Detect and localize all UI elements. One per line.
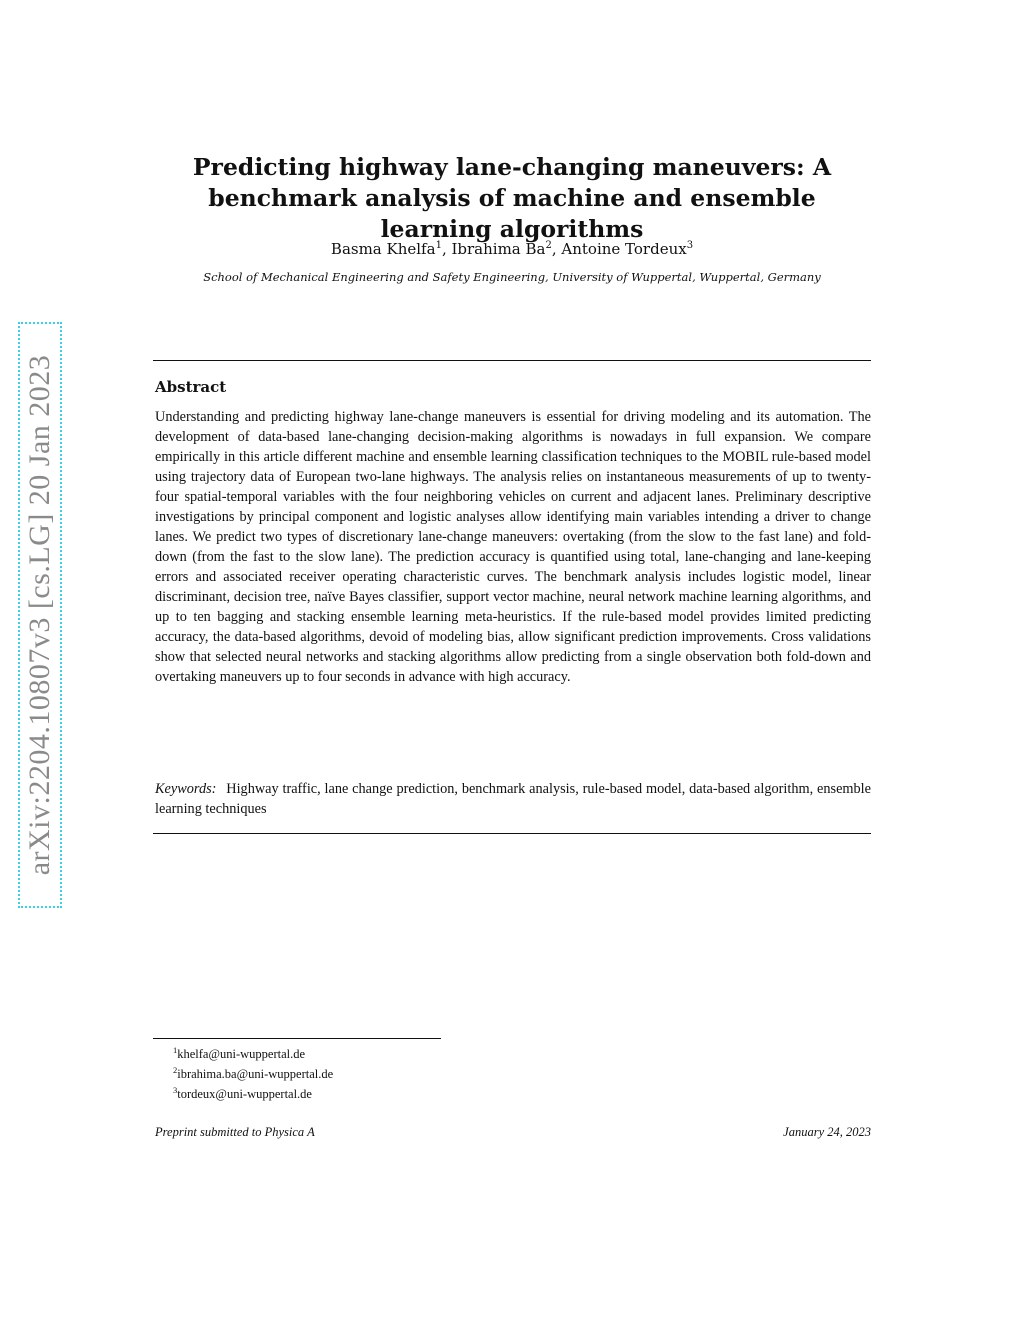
abstract-top-rule bbox=[153, 360, 871, 361]
arxiv-stamp-text: arXiv:2204.10807v3 [cs.LG] 20 Jan 2023 bbox=[23, 354, 56, 876]
keywords bbox=[155, 779, 871, 819]
abstract-heading: Abstract bbox=[155, 378, 227, 396]
author-name: Antoine Tordeux bbox=[561, 240, 687, 258]
arxiv-stamp bbox=[18, 322, 62, 908]
author-list: Basma Khelfa$^1$, Ibrahima Ba$^2$, Antoine Tordeux$^3$ bbox=[330, 240, 694, 258]
footnote-email: tordeux@uni-wuppertal.de bbox=[177, 1087, 312, 1102]
footnote bbox=[173, 1082, 333, 1102]
author-name: Basma Khelfa bbox=[330, 240, 436, 258]
footnote-email: khelfa@uni-wuppertal.de bbox=[177, 1047, 306, 1062]
keywords-text: Highway traffic, lane change prediction, benchmark analysis, rule-based model, data-based algorithm, ensemble learning techniques bbox=[155, 781, 871, 817]
abstract-bottom-rule bbox=[153, 833, 871, 834]
abstract-text: Understanding and predicting highway lane-change maneuvers is essential for driving modeling and its automation. The development of data-based lane-changing decision-making algorithms is nowadays in full expansion. We compare empirically in this article different machine and ensemble learning classification techniques to the MOBIL rule-based model using trajectory data of European two-lane highways. The analysis relies on instantaneous measurements of up to twenty-four spatial-temporal variables with the four neighboring vehicles on current and adjacent lanes. Preliminary descriptive investigations by principal component and logistic analyses allow identifying main variables intending a driver to change lanes. We predict two types of discretionary lane-change maneuvers: overtaking (from the slow to the fast lane) and fold-down (from the fast to the slow lane). The prediction accuracy is quantified using total, lane-changing and lane-keeping errors and associated receiver operating characteristic curves. The benchmark analysis includes logistic model, linear discriminant, decision tree, naïve Bayes classifier, support vector machine, neural network machine learning algorithms, and up to ten bagging and stacking ensemble learning meta-heuristics. If the rule-based model provides limited predicting accuracy, the data-based algorithms, devoid of modeling bias, allow significant prediction improvements. Cross validations show that selected neural networks and stacking algorithms allow predicting from a single observation both fold-down and overtaking maneuvers up to four seconds in advance with high accuracy. bbox=[155, 409, 871, 685]
footnote-mark: 3 bbox=[173, 1085, 178, 1096]
author-mark: 1 bbox=[435, 240, 442, 251]
footnote bbox=[173, 1042, 333, 1062]
footnote-rule bbox=[153, 1038, 441, 1039]
footer-date: January 24, 2023 bbox=[783, 1125, 871, 1139]
footnote-mark: 1 bbox=[173, 1045, 178, 1055]
affiliation: School of Mechanical Engineering and Safety Engineering, University of Wuppertal, Wuppertal, Germany bbox=[203, 270, 821, 284]
footnotes bbox=[173, 1042, 333, 1102]
paper-title: Predicting highway lane-changing maneuvers: A benchmark analysis of machine and ensemble learning algorithms bbox=[192, 153, 832, 243]
author-mark: 3 bbox=[686, 240, 694, 251]
author-name: Ibrahima Ba bbox=[451, 240, 546, 258]
footnote-mark: 2 bbox=[173, 1065, 178, 1076]
keywords-label: Keywords: bbox=[155, 781, 217, 797]
footnote bbox=[173, 1062, 333, 1082]
footnote-email: ibrahima.ba@uni-wuppertal.de bbox=[177, 1067, 334, 1082]
author-mark: 2 bbox=[545, 240, 552, 251]
footer-preprint-note: Preprint submitted to Physica A bbox=[155, 1125, 315, 1139]
